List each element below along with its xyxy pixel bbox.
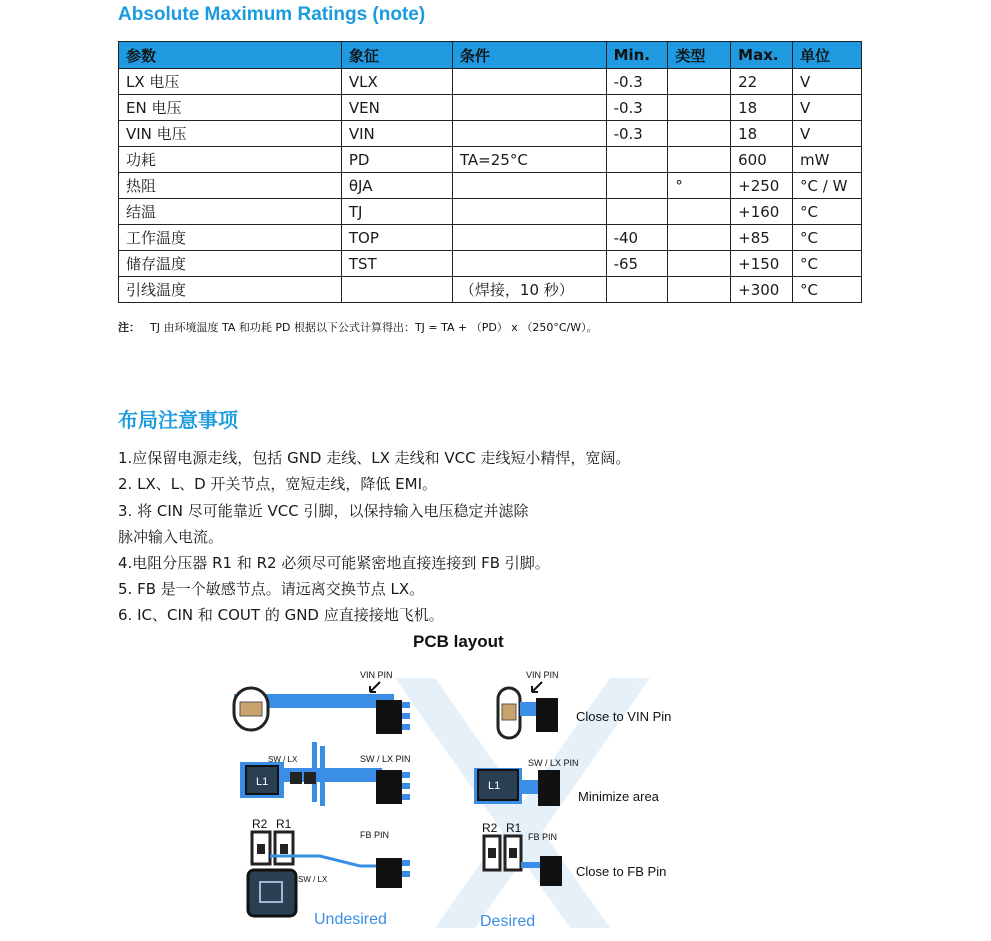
table-cell: LX 电压 bbox=[119, 69, 342, 95]
table-cell: -40 bbox=[606, 225, 668, 251]
table-cell bbox=[668, 147, 731, 173]
table-cell: VEN bbox=[341, 95, 452, 121]
table-cell: θJA bbox=[341, 173, 452, 199]
col-header-min: Min. bbox=[606, 42, 668, 69]
table-cell: ° bbox=[668, 173, 731, 199]
table-cell bbox=[668, 251, 731, 277]
close-to-fb-label: Close to FB Pin bbox=[576, 864, 667, 879]
pcb-title: PCB layout bbox=[413, 632, 504, 651]
switch-node-pad-undesired bbox=[248, 870, 296, 916]
l1-label-undesired: L1 bbox=[256, 776, 269, 788]
r2-label-desired: R2 bbox=[482, 821, 498, 835]
table-cell: °C / W bbox=[793, 173, 862, 199]
undesired-vin-group bbox=[234, 670, 410, 734]
table-cell bbox=[452, 121, 606, 147]
table-cell: -65 bbox=[606, 251, 668, 277]
ratings-table bbox=[118, 41, 862, 303]
table-cell: V bbox=[793, 121, 862, 147]
table-cell: VIN bbox=[341, 121, 452, 147]
table-cell: -0.3 bbox=[606, 121, 668, 147]
table-cell: 引线温度 bbox=[119, 277, 342, 303]
table-cell bbox=[668, 69, 731, 95]
table-cell: 结温 bbox=[119, 199, 342, 225]
table-cell: TST bbox=[341, 251, 452, 277]
sw-lx-pin-label-desired: SW / LX PIN bbox=[528, 758, 579, 768]
table-cell: °C bbox=[793, 199, 862, 225]
table-cell: PD bbox=[341, 147, 452, 173]
table-row bbox=[119, 277, 862, 303]
table-cell: VLX bbox=[341, 69, 452, 95]
table-cell bbox=[668, 225, 731, 251]
table-cell bbox=[668, 277, 731, 303]
table-row bbox=[119, 199, 862, 225]
table-row bbox=[119, 147, 862, 173]
r2-label-undesired: R2 bbox=[252, 817, 268, 831]
pcb-layout-figure bbox=[220, 658, 720, 934]
table-cell bbox=[606, 277, 668, 303]
table-cell: 工作温度 bbox=[119, 225, 342, 251]
table-cell bbox=[452, 95, 606, 121]
fb-pin-label-desired: FB PIN bbox=[528, 832, 558, 842]
table-cell bbox=[341, 277, 452, 303]
table-cell bbox=[668, 199, 731, 225]
table-cell: VIN 电压 bbox=[119, 121, 342, 147]
table-cell bbox=[606, 173, 668, 199]
table-cell: 18 bbox=[731, 95, 793, 121]
r1-label-desired: R1 bbox=[506, 821, 522, 835]
l1-label-desired: L1 bbox=[488, 780, 501, 792]
col-header-type: 类型 bbox=[668, 42, 731, 69]
table-cell: °C bbox=[793, 225, 862, 251]
r1-label-undesired: R1 bbox=[276, 817, 292, 831]
table-cell: +250 bbox=[731, 173, 793, 199]
table-row bbox=[119, 251, 862, 277]
table-header-row bbox=[119, 42, 862, 69]
ic-chip-desired-3 bbox=[540, 856, 562, 886]
col-header-max: Max. bbox=[731, 42, 793, 69]
table-cell: TJ bbox=[341, 199, 452, 225]
vin-pin-label-undesired: VIN PIN bbox=[360, 670, 393, 680]
guideline-4: 4.电阻分压器 R1 和 R2 必须尽可能紧密地直接连接到 FB 引脚。 bbox=[118, 554, 550, 572]
col-header-unit: 单位 bbox=[793, 42, 862, 69]
table-cell bbox=[452, 251, 606, 277]
table-row bbox=[119, 69, 862, 95]
sw-lx-label-undesired-2: SW / LX bbox=[298, 875, 328, 884]
note-text: TJ 由环境温度 TA 和功耗 PD 根据以下公式计算得出：TJ = TA + （PD） x （250°C/W）。 bbox=[150, 321, 598, 334]
undesired-sw-group bbox=[240, 742, 411, 806]
layout-heading: 布局注意事项 bbox=[118, 408, 238, 432]
guideline-6: 6. IC、CIN 和 COUT 的 GND 应直接接地飞机。 bbox=[118, 606, 444, 624]
col-header-symbol: 象征 bbox=[341, 42, 452, 69]
table-cell: V bbox=[793, 69, 862, 95]
guideline-5: 5. FB 是一个敏感节点。请远离交换节点 LX。 bbox=[118, 580, 425, 598]
fb-pin-label-undesired: FB PIN bbox=[360, 830, 390, 840]
table-cell: 600 bbox=[731, 147, 793, 173]
close-to-vin-label: Close to VIN Pin bbox=[576, 709, 672, 724]
undesired-fb-group bbox=[248, 817, 410, 928]
table-cell: 功耗 bbox=[119, 147, 342, 173]
undesired-caption: Undesired bbox=[314, 911, 387, 928]
table-cell: TOP bbox=[341, 225, 452, 251]
guideline-3: 3. 将 CIN 尽可能靠近 VCC 引脚，以保持输入电压稳定并滤除 bbox=[118, 502, 529, 520]
table-cell bbox=[452, 69, 606, 95]
table-cell: （焊接，10 秒） bbox=[452, 277, 606, 303]
table-cell bbox=[606, 199, 668, 225]
table-cell bbox=[452, 173, 606, 199]
table-note bbox=[118, 319, 598, 335]
table-cell: +150 bbox=[731, 251, 793, 277]
table-cell bbox=[606, 147, 668, 173]
table-cell: -0.3 bbox=[606, 69, 668, 95]
table-cell: +160 bbox=[731, 199, 793, 225]
table-row bbox=[119, 95, 862, 121]
guideline-3-cont: 脉冲输入电流。 bbox=[118, 528, 224, 546]
guideline-2: 2. LX、L、D 开关节点，宽短走线，降低 EMI。 bbox=[118, 475, 438, 493]
table-cell bbox=[452, 225, 606, 251]
sw-lx-label-undesired-1: SW / LX bbox=[268, 755, 298, 764]
vin-pin-label-desired: VIN PIN bbox=[526, 670, 559, 680]
minimize-area-label: Minimize area bbox=[578, 789, 659, 804]
table-cell: 储存温度 bbox=[119, 251, 342, 277]
table-row bbox=[119, 173, 862, 199]
table-cell bbox=[452, 199, 606, 225]
table-cell: °C bbox=[793, 251, 862, 277]
table-cell: EN 电压 bbox=[119, 95, 342, 121]
guideline-1: 1.应保留电源走线，包括 GND 走线、LX 走线和 VCC 走线短小精悍，宽阔。 bbox=[118, 449, 631, 467]
col-header-condition: 条件 bbox=[452, 42, 606, 69]
table-cell: 热阻 bbox=[119, 173, 342, 199]
desired-caption: Desired bbox=[480, 913, 536, 930]
ic-chip-undesired-2 bbox=[376, 770, 402, 804]
table-cell: -0.3 bbox=[606, 95, 668, 121]
table-row bbox=[119, 225, 862, 251]
ic-chip-undesired-1 bbox=[376, 700, 402, 734]
table-cell: 22 bbox=[731, 69, 793, 95]
table-cell bbox=[668, 95, 731, 121]
note-label: 注： bbox=[118, 321, 140, 334]
ratings-heading: Absolute Maximum Ratings (note) bbox=[118, 4, 426, 25]
table-cell: mW bbox=[793, 147, 862, 173]
table-cell: +85 bbox=[731, 225, 793, 251]
sw-lx-pin-label-undesired: SW / LX PIN bbox=[360, 754, 411, 764]
ic-chip-undesired-3 bbox=[376, 858, 402, 888]
table-cell: V bbox=[793, 95, 862, 121]
table-row bbox=[119, 121, 862, 147]
col-header-param: 参数 bbox=[119, 42, 342, 69]
ic-chip-desired-2 bbox=[538, 770, 560, 806]
ic-chip-desired-1 bbox=[536, 698, 558, 732]
table-cell: 18 bbox=[731, 121, 793, 147]
table-cell bbox=[668, 121, 731, 147]
table-cell: TA=25°C bbox=[452, 147, 606, 173]
table-cell: +300 bbox=[731, 277, 793, 303]
table-cell: °C bbox=[793, 277, 862, 303]
